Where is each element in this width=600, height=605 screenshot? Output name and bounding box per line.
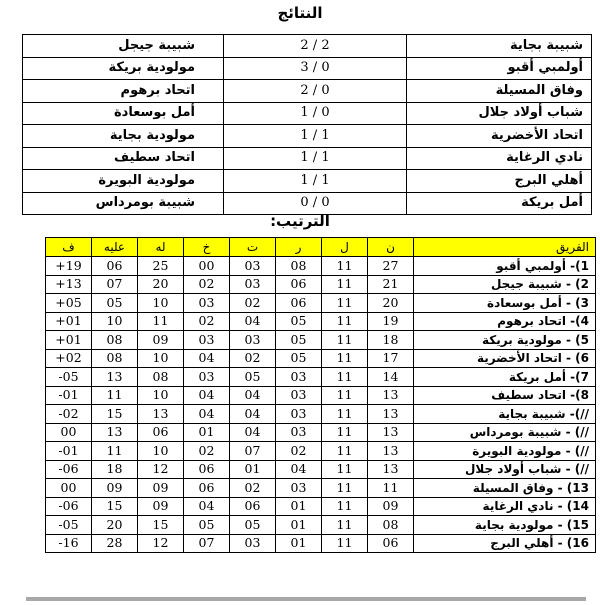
match-score: 0 / 2	[224, 80, 407, 103]
stat-cell: 11	[322, 275, 368, 294]
away-team: مولودية بجاية	[23, 125, 224, 148]
stat-cell: 15	[92, 405, 138, 424]
stat-cell: 11	[322, 312, 368, 331]
stat-cell: 08	[138, 368, 184, 387]
result-row	[23, 80, 592, 103]
header-cell: ت	[230, 238, 276, 257]
stat-cell: 02	[184, 275, 230, 294]
standings-row	[46, 349, 596, 368]
team-name-cell: //)- شبيبة بجاية	[414, 405, 596, 424]
match-score: 0 / 1	[224, 102, 407, 125]
stat-cell: 13	[92, 368, 138, 387]
stat-cell: 20	[368, 294, 414, 313]
team-name-cell: 7)- أمل بريكة	[414, 368, 596, 387]
stat-cell: 09	[138, 497, 184, 516]
stat-cell: 08	[276, 257, 322, 276]
standings-row	[46, 460, 596, 479]
stat-cell: 11	[322, 516, 368, 535]
stat-cell: 07	[92, 275, 138, 294]
stat-cell: 09	[368, 497, 414, 516]
standings-row	[46, 423, 596, 442]
match-score: 1 / 1	[224, 125, 407, 148]
stat-cell: 04	[276, 460, 322, 479]
stat-cell: 15	[92, 497, 138, 516]
stat-cell: 03	[276, 386, 322, 405]
stat-cell: 09	[138, 479, 184, 498]
stat-cell: 02	[184, 312, 230, 331]
stat-cell: 02	[230, 349, 276, 368]
home-team: أمل بريكة	[407, 192, 592, 215]
result-row	[23, 125, 592, 148]
stat-cell: 05	[92, 294, 138, 313]
team-name-cell: 15) - مولودية بجاية	[414, 516, 596, 535]
away-team: اتحاد سطيف	[23, 147, 224, 170]
stat-cell: 03	[230, 257, 276, 276]
stat-cell: 05	[276, 349, 322, 368]
stat-cell: 16-	[46, 534, 92, 553]
team-name-cell: //) - مولودية البويرة	[414, 442, 596, 461]
stat-cell: 04	[184, 405, 230, 424]
stat-cell: 06	[368, 534, 414, 553]
stat-cell: 13	[368, 460, 414, 479]
stat-cell: 11	[322, 386, 368, 405]
stat-cell: 03	[276, 423, 322, 442]
stat-cell: 04	[184, 349, 230, 368]
stat-cell: 11	[322, 405, 368, 424]
standings-header-row	[46, 238, 596, 257]
stat-cell: 01+	[46, 312, 92, 331]
stat-cell: 20	[92, 516, 138, 535]
stat-cell: 11	[322, 442, 368, 461]
home-team: وفاق المسيلة	[407, 80, 592, 103]
stat-cell: 03	[276, 368, 322, 387]
stat-cell: 27	[368, 257, 414, 276]
stat-cell: 03	[184, 294, 230, 313]
standings-row	[46, 331, 596, 350]
stat-cell: 03	[276, 479, 322, 498]
stat-cell: 09	[138, 331, 184, 350]
stat-cell: 05-	[46, 368, 92, 387]
stat-cell: 04	[230, 312, 276, 331]
stat-cell: 01	[276, 534, 322, 553]
stat-cell: 10	[92, 312, 138, 331]
stat-cell: 19	[368, 312, 414, 331]
stat-cell: 04	[230, 386, 276, 405]
stat-cell: 09	[92, 479, 138, 498]
stat-cell: 06-	[46, 460, 92, 479]
stat-cell: 06	[276, 294, 322, 313]
match-score: 2 / 2	[224, 35, 407, 58]
header-cell: خ	[184, 238, 230, 257]
team-name-cell: 13) - وفاق المسيلة	[414, 479, 596, 498]
home-team: اتحاد الأخضرية	[407, 125, 592, 148]
stat-cell: 28	[92, 534, 138, 553]
stat-cell: 01-	[46, 386, 92, 405]
team-name-cell: //) - شباب أولاد جلال	[414, 460, 596, 479]
stat-cell: 02+	[46, 349, 92, 368]
team-name-cell: 5) - مولودية بريكة	[414, 331, 596, 350]
stat-cell: 06	[230, 497, 276, 516]
stat-cell: 05	[276, 331, 322, 350]
away-team: شبيبة جيجل	[23, 35, 224, 58]
stat-cell: 05	[230, 516, 276, 535]
stat-cell: 11	[138, 312, 184, 331]
stat-cell: 06	[184, 479, 230, 498]
home-team: شبيبة بجاية	[407, 35, 592, 58]
stat-cell: 04	[230, 405, 276, 424]
stat-cell: 03	[230, 275, 276, 294]
standings-row	[46, 516, 596, 535]
stat-cell: 01-	[46, 442, 92, 461]
header-cell: عليه	[92, 238, 138, 257]
stat-cell: 07	[184, 534, 230, 553]
standings-row	[46, 312, 596, 331]
results-title: النتائج	[277, 4, 323, 22]
stat-cell: 11	[322, 331, 368, 350]
stat-cell: 13	[368, 442, 414, 461]
team-name-cell: 1)- أولمبي أقبو	[414, 257, 596, 276]
team-name-cell: 4)- اتحاد برهوم	[414, 312, 596, 331]
result-row	[23, 57, 592, 80]
stat-cell: 17	[368, 349, 414, 368]
stat-cell: 06-	[46, 497, 92, 516]
header-cell: ف	[46, 238, 92, 257]
team-name-cell: 16) - أهلي البرج	[414, 534, 596, 553]
stat-cell: 10	[138, 386, 184, 405]
header-cell: الفريق	[414, 238, 596, 257]
stat-cell: 01	[230, 460, 276, 479]
stat-cell: 05	[230, 368, 276, 387]
stat-cell: 11	[322, 294, 368, 313]
header-cell: ر	[276, 238, 322, 257]
stat-cell: 10	[138, 442, 184, 461]
away-team: شبيبة بومرداس	[23, 192, 224, 215]
stat-cell: 11	[92, 386, 138, 405]
stat-cell: 00	[184, 257, 230, 276]
team-name-cell: //) - شبيبة بومرداس	[414, 423, 596, 442]
team-name-cell: 6) - اتحاد الأخضرية	[414, 349, 596, 368]
stat-cell: 11	[322, 423, 368, 442]
stat-cell: 15	[138, 516, 184, 535]
standings-body	[46, 257, 596, 553]
stat-cell: 18	[368, 331, 414, 350]
stat-cell: 04	[184, 497, 230, 516]
stat-cell: 03	[184, 368, 230, 387]
stat-cell: 13	[92, 423, 138, 442]
header-cell: ل	[322, 238, 368, 257]
result-row	[23, 102, 592, 125]
stat-cell: 11	[322, 368, 368, 387]
standings-row	[46, 534, 596, 553]
home-team: أولمبي أقبو	[407, 57, 592, 80]
stat-cell: 11	[322, 534, 368, 553]
stat-cell: 02	[184, 442, 230, 461]
stat-cell: 01	[184, 423, 230, 442]
stat-cell: 05+	[46, 294, 92, 313]
stat-cell: 13	[368, 423, 414, 442]
result-row	[23, 35, 592, 58]
stat-cell: 00	[46, 423, 92, 442]
stat-cell: 18	[92, 460, 138, 479]
away-team: اتحاد برهوم	[23, 80, 224, 103]
header-cell: له	[138, 238, 184, 257]
stat-cell: 08	[368, 516, 414, 535]
stat-cell: 02-	[46, 405, 92, 424]
stat-cell: 11	[92, 442, 138, 461]
team-name-cell: 2) - شبيبة جيجل	[414, 275, 596, 294]
header-cell: ن	[368, 238, 414, 257]
standings-row	[46, 442, 596, 461]
stat-cell: 13	[368, 386, 414, 405]
stat-cell: 03	[276, 405, 322, 424]
results-body	[23, 35, 592, 215]
standings-row	[46, 294, 596, 313]
result-row	[23, 170, 592, 193]
stat-cell: 11	[322, 349, 368, 368]
stat-cell: 03	[184, 331, 230, 350]
stat-cell: 05	[276, 312, 322, 331]
stat-cell: 19+	[46, 257, 92, 276]
stat-cell: 20	[138, 275, 184, 294]
stat-cell: 00	[46, 479, 92, 498]
standings-table	[45, 237, 596, 553]
stat-cell: 02	[230, 294, 276, 313]
standings-row	[46, 257, 596, 276]
stat-cell: 01	[276, 516, 322, 535]
stat-cell: 06	[184, 460, 230, 479]
standings-title: الترتيب:	[270, 212, 330, 230]
stat-cell: 11	[368, 479, 414, 498]
stat-cell: 11	[322, 479, 368, 498]
stat-cell: 06	[276, 275, 322, 294]
stat-cell: 05-	[46, 516, 92, 535]
standings-row	[46, 497, 596, 516]
match-score: 0 / 3	[224, 57, 407, 80]
standings-row	[46, 275, 596, 294]
team-name-cell: 14) - نادي الرغاية	[414, 497, 596, 516]
standings-row	[46, 405, 596, 424]
away-team: مولودية بريكة	[23, 57, 224, 80]
stat-cell: 12	[138, 460, 184, 479]
stat-cell: 03	[230, 534, 276, 553]
stat-cell: 06	[92, 257, 138, 276]
stat-cell: 10	[138, 294, 184, 313]
stat-cell: 04	[184, 386, 230, 405]
match-score: 1 / 1	[224, 147, 407, 170]
stat-cell: 01	[276, 497, 322, 516]
stat-cell: 21	[368, 275, 414, 294]
away-team: أمل بوسعادة	[23, 102, 224, 125]
team-name-cell: 8)- اتحاد سطيف	[414, 386, 596, 405]
standings-row	[46, 368, 596, 387]
stat-cell: 13	[368, 405, 414, 424]
result-row	[23, 147, 592, 170]
standings-row	[46, 479, 596, 498]
stat-cell: 04	[230, 423, 276, 442]
stat-cell: 13+	[46, 275, 92, 294]
team-name-cell: 3) - أمل بوسعادة	[414, 294, 596, 313]
stat-cell: 02	[276, 442, 322, 461]
stat-cell: 11	[322, 460, 368, 479]
home-team: أهلي البرج	[407, 170, 592, 193]
stat-cell: 07	[230, 442, 276, 461]
stat-cell: 03	[230, 331, 276, 350]
bottom-shadow	[26, 597, 586, 601]
home-team: نادي الرغاية	[407, 147, 592, 170]
stat-cell: 10	[138, 349, 184, 368]
stat-cell: 01+	[46, 331, 92, 350]
stat-cell: 08	[92, 349, 138, 368]
stat-cell: 12	[138, 534, 184, 553]
stat-cell: 14	[368, 368, 414, 387]
away-team: مولودية البويرة	[23, 170, 224, 193]
stat-cell: 13	[138, 405, 184, 424]
stat-cell: 02	[230, 479, 276, 498]
results-table	[22, 34, 592, 215]
standings-row	[46, 386, 596, 405]
match-score: 1 / 1	[224, 170, 407, 193]
match-score: 0 / 0	[224, 192, 407, 215]
stat-cell: 11	[322, 257, 368, 276]
stat-cell: 25	[138, 257, 184, 276]
stat-cell: 11	[322, 497, 368, 516]
stat-cell: 08	[92, 331, 138, 350]
stat-cell: 06	[138, 423, 184, 442]
stat-cell: 05	[184, 516, 230, 535]
home-team: شباب أولاد جلال	[407, 102, 592, 125]
